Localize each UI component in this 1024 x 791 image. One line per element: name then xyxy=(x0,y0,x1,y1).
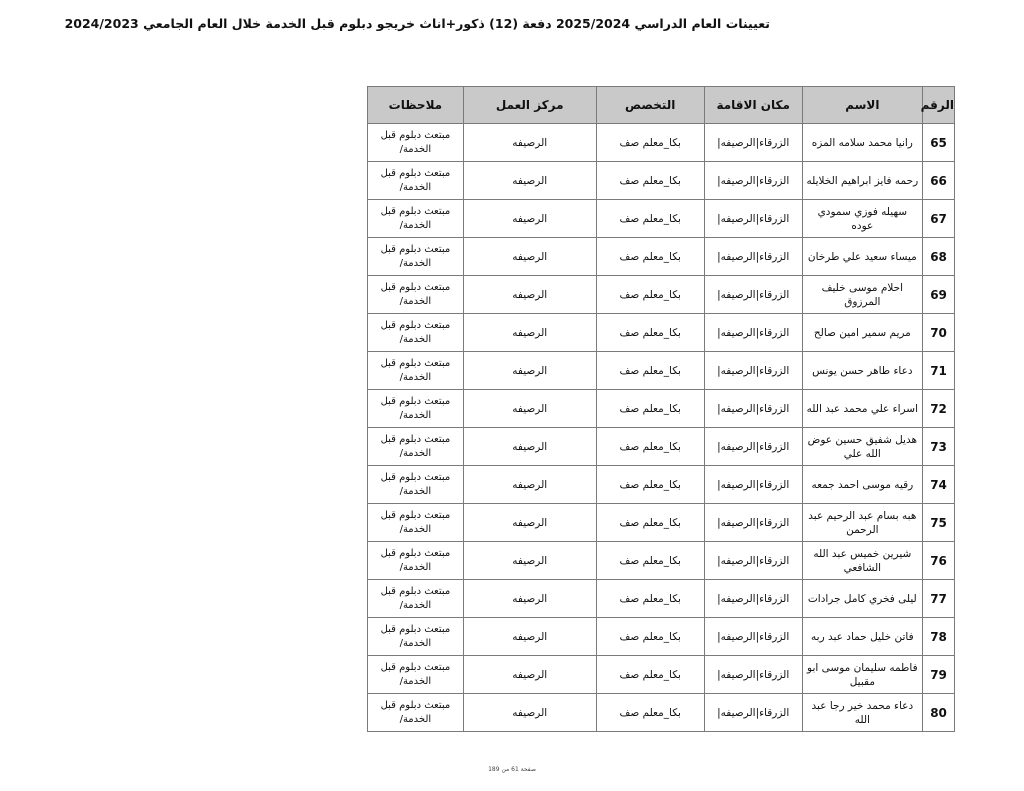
cell-residence: الزرقاء|الرصيفه| xyxy=(704,656,802,694)
cell-specialization: بكا_معلم صف xyxy=(596,466,704,504)
cell-notes: مبتعث دبلوم قبل الخدمة/ xyxy=(368,390,464,428)
table-row xyxy=(368,428,955,466)
table-row xyxy=(368,504,955,542)
table-row xyxy=(368,352,955,390)
cell-notes: مبتعث دبلوم قبل الخدمة/ xyxy=(368,124,464,162)
table-row xyxy=(368,694,955,732)
cell-specialization: بكا_معلم صف xyxy=(596,656,704,694)
cell-workplace: الرصيفه xyxy=(463,352,596,390)
cell-number: 80 xyxy=(923,694,955,732)
table-row xyxy=(368,580,955,618)
document-title: تعيينات العام الدراسي 2025/2024 دفعة (12) ذكور+اناث خريجو دبلوم قبل الخدمة خلال العام الجامعي 2024/2023 xyxy=(64,16,770,31)
cell-workplace: الرصيفه xyxy=(463,466,596,504)
cell-workplace: الرصيفه xyxy=(463,694,596,732)
cell-specialization: بكا_معلم صف xyxy=(596,314,704,352)
cell-number: 78 xyxy=(923,618,955,656)
cell-notes: مبتعث دبلوم قبل الخدمة/ xyxy=(368,694,464,732)
cell-workplace: الرصيفه xyxy=(463,276,596,314)
cell-workplace: الرصيفه xyxy=(463,656,596,694)
header-notes: ملاحظات xyxy=(368,87,464,124)
cell-notes: مبتعث دبلوم قبل الخدمة/ xyxy=(368,276,464,314)
cell-notes: مبتعث دبلوم قبل الخدمة/ xyxy=(368,618,464,656)
cell-number: 79 xyxy=(923,656,955,694)
cell-notes: مبتعث دبلوم قبل الخدمة/ xyxy=(368,200,464,238)
cell-number: 69 xyxy=(923,276,955,314)
cell-name: احلام موسى خليف المرزوق xyxy=(802,276,922,314)
cell-residence: الزرقاء|الرصيفه| xyxy=(704,694,802,732)
cell-specialization: بكا_معلم صف xyxy=(596,694,704,732)
cell-name: رقيه موسى احمد جمعه xyxy=(802,466,922,504)
appointments-table xyxy=(367,86,955,732)
cell-notes: مبتعث دبلوم قبل الخدمة/ xyxy=(368,504,464,542)
cell-residence: الزرقاء|الرصيفه| xyxy=(704,276,802,314)
cell-specialization: بكا_معلم صف xyxy=(596,162,704,200)
table-row xyxy=(368,656,955,694)
page-footer: صفحة 61 من 189 xyxy=(488,766,536,773)
cell-residence: الزرقاء|الرصيفه| xyxy=(704,618,802,656)
cell-workplace: الرصيفه xyxy=(463,314,596,352)
cell-specialization: بكا_معلم صف xyxy=(596,352,704,390)
table-row xyxy=(368,542,955,580)
cell-residence: الزرقاء|الرصيفه| xyxy=(704,580,802,618)
cell-number: 76 xyxy=(923,542,955,580)
cell-residence: الزرقاء|الرصيفه| xyxy=(704,238,802,276)
cell-residence: الزرقاء|الرصيفه| xyxy=(704,162,802,200)
table-row xyxy=(368,162,955,200)
cell-workplace: الرصيفه xyxy=(463,390,596,428)
table-row xyxy=(368,466,955,504)
cell-workplace: الرصيفه xyxy=(463,428,596,466)
cell-notes: مبتعث دبلوم قبل الخدمة/ xyxy=(368,238,464,276)
cell-name: شيرين خميس عبد الله الشافعي xyxy=(802,542,922,580)
cell-name: ميساء سعيد علي طرخان xyxy=(802,238,922,276)
header-specialization: التخصص xyxy=(596,87,704,124)
cell-notes: مبتعث دبلوم قبل الخدمة/ xyxy=(368,466,464,504)
cell-name: رانيا محمد سلامه المزه xyxy=(802,124,922,162)
cell-notes: مبتعث دبلوم قبل الخدمة/ xyxy=(368,656,464,694)
cell-number: 72 xyxy=(923,390,955,428)
cell-residence: الزرقاء|الرصيفه| xyxy=(704,504,802,542)
cell-specialization: بكا_معلم صف xyxy=(596,542,704,580)
cell-name: هديل شفيق حسين عوض الله علي xyxy=(802,428,922,466)
cell-notes: مبتعث دبلوم قبل الخدمة/ xyxy=(368,352,464,390)
table-row xyxy=(368,200,955,238)
cell-number: 71 xyxy=(923,352,955,390)
cell-notes: مبتعث دبلوم قبل الخدمة/ xyxy=(368,428,464,466)
cell-workplace: الرصيفه xyxy=(463,238,596,276)
cell-notes: مبتعث دبلوم قبل الخدمة/ xyxy=(368,314,464,352)
table-row xyxy=(368,238,955,276)
cell-notes: مبتعث دبلوم قبل الخدمة/ xyxy=(368,580,464,618)
cell-specialization: بكا_معلم صف xyxy=(596,200,704,238)
cell-specialization: بكا_معلم صف xyxy=(596,238,704,276)
cell-specialization: بكا_معلم صف xyxy=(596,504,704,542)
cell-number: 66 xyxy=(923,162,955,200)
cell-name: رحمه فايز ابراهيم الخلايله xyxy=(802,162,922,200)
cell-name: هبه بسام عبد الرحيم عبد الرحمن xyxy=(802,504,922,542)
cell-notes: مبتعث دبلوم قبل الخدمة/ xyxy=(368,542,464,580)
cell-name: فاطمه سليمان موسى ابو مقبيل xyxy=(802,656,922,694)
table-row xyxy=(368,314,955,352)
table-header xyxy=(368,87,955,124)
cell-workplace: الرصيفه xyxy=(463,200,596,238)
cell-notes: مبتعث دبلوم قبل الخدمة/ xyxy=(368,162,464,200)
cell-name: دعاء طاهر حسن يونس xyxy=(802,352,922,390)
cell-residence: الزرقاء|الرصيفه| xyxy=(704,352,802,390)
table-row xyxy=(368,124,955,162)
cell-specialization: بكا_معلم صف xyxy=(596,124,704,162)
table-row xyxy=(368,390,955,428)
cell-residence: الزرقاء|الرصيفه| xyxy=(704,124,802,162)
cell-number: 68 xyxy=(923,238,955,276)
cell-name: فاتن خليل حماد عبد ربه xyxy=(802,618,922,656)
cell-number: 73 xyxy=(923,428,955,466)
cell-workplace: الرصيفه xyxy=(463,580,596,618)
header-name: الاسم xyxy=(802,87,922,124)
header-residence: مكان الاقامة xyxy=(704,87,802,124)
cell-name: سهيله فوزي سمودي عوده xyxy=(802,200,922,238)
cell-specialization: بكا_معلم صف xyxy=(596,428,704,466)
cell-workplace: الرصيفه xyxy=(463,618,596,656)
header-workplace: مركز العمل xyxy=(463,87,596,124)
cell-workplace: الرصيفه xyxy=(463,162,596,200)
cell-number: 67 xyxy=(923,200,955,238)
cell-number: 65 xyxy=(923,124,955,162)
cell-specialization: بكا_معلم صف xyxy=(596,580,704,618)
table-row xyxy=(368,276,955,314)
cell-residence: الزرقاء|الرصيفه| xyxy=(704,542,802,580)
header-number: الرقم xyxy=(923,87,955,124)
cell-residence: الزرقاء|الرصيفه| xyxy=(704,390,802,428)
cell-number: 70 xyxy=(923,314,955,352)
cell-specialization: بكا_معلم صف xyxy=(596,618,704,656)
cell-workplace: الرصيفه xyxy=(463,542,596,580)
table-row xyxy=(368,618,955,656)
cell-residence: الزرقاء|الرصيفه| xyxy=(704,314,802,352)
cell-name: دعاء محمد خير رجا عبد الله xyxy=(802,694,922,732)
cell-name: اسراء علي محمد عبد الله xyxy=(802,390,922,428)
cell-residence: الزرقاء|الرصيفه| xyxy=(704,200,802,238)
cell-name: مريم سمير امين صالح xyxy=(802,314,922,352)
cell-residence: الزرقاء|الرصيفه| xyxy=(704,428,802,466)
table-header-row xyxy=(368,87,955,124)
cell-residence: الزرقاء|الرصيفه| xyxy=(704,466,802,504)
cell-number: 77 xyxy=(923,580,955,618)
table-body xyxy=(368,124,955,732)
cell-name: ليلى فخري كامل جرادات xyxy=(802,580,922,618)
cell-number: 75 xyxy=(923,504,955,542)
cell-workplace: الرصيفه xyxy=(463,504,596,542)
cell-number: 74 xyxy=(923,466,955,504)
cell-specialization: بكا_معلم صف xyxy=(596,390,704,428)
cell-workplace: الرصيفه xyxy=(463,124,596,162)
cell-specialization: بكا_معلم صف xyxy=(596,276,704,314)
